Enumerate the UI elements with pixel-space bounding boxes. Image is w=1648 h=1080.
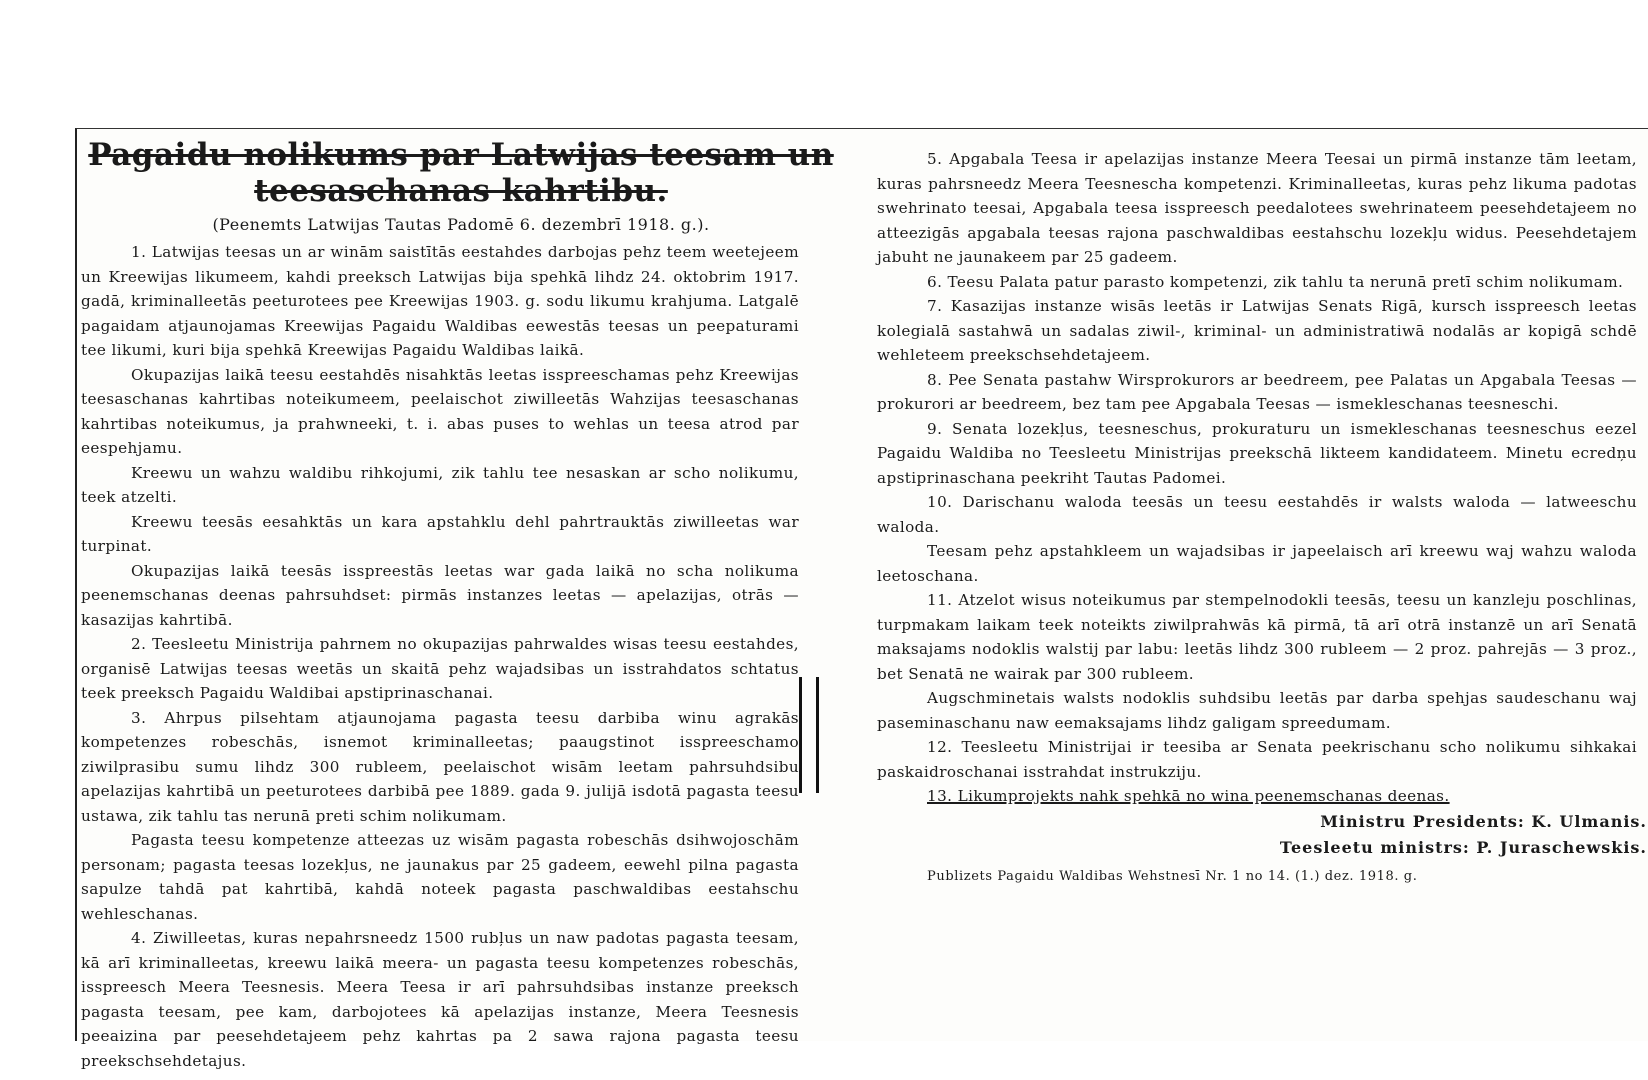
paragraph: 7. Kasazijas instanze wisās leetās ir Latwijas Senats Rigā, kursch isspreesch leetas kolegialā sastahwā un sadalas ziwil-, kriminal- un administratiwā nodalās ar kopigā schdē wehleteem preekschsehdetajeem. bbox=[877, 297, 1637, 364]
signature-justice-minister: Teesleetu ministrs: P. Juraschewskis. bbox=[1279, 837, 1647, 857]
document-title: Pagaidu nolikums par Latwijas teesam un teesaschanas kahrtibu. bbox=[88, 137, 834, 209]
paragraph: Augschminetais walsts nodoklis suhdsibu leetās par darba spehjas saudeschanu waj paseminaschanu naw eemaksajams lihdz galigam spreedumam. bbox=[877, 689, 1637, 732]
publication-note: Publizets Pagaidu Waldibas Wehstnesī Nr. 1 no 14. (1.) dez. 1918. g. bbox=[927, 868, 1418, 884]
paragraph: 11. Atzelot wisus noteikumus par stempelnodokli teesās, teesu un kanzleju poschlinas, turpmakam laikam teek noteikts ziwilprahwās kā pirmā, tā arī otrā instanzē un arī Senatā maksajams nodoklis walstij par labu: leetās lihdz 300 rubleem — 2 proz. pahrejās — 3 proz., bet Senatā ne wairak par 300 rubleem. bbox=[877, 591, 1637, 683]
adoption-note: (Peenemts Latwijas Tautas Padomē 6. dezembrī 1918. g.). bbox=[212, 215, 710, 234]
paragraph: Kreewu teesās eesahktās un kara apstahklu dehl pahrtrauktās ziwilleetas war turpinat. bbox=[81, 512, 799, 555]
paragraph: Kreewu un wahzu waldibu rihkojumi, zik tahlu tee nesaskan ar scho nolikumu, teek atzelti. bbox=[81, 463, 799, 506]
signature-prime-minister: Ministru Presidents: K. Ulmanis. bbox=[1320, 811, 1647, 831]
paragraph: Okupazijas laikā teesu eestahdēs nisahktās leetas isspreeschamas pehz Kreewijas teesaschanas kahrtibas noteikumeem, peelaischot ziwilleetās Wahzijas teesaschanas kahrtibas noteikumus, ja prahwneeki, t. i. abas puses to wehlas un teesa atrod par eespehjamu. bbox=[81, 365, 799, 457]
paragraph: 10. Darischanu waloda teesās un teesu eestahdēs ir walsts waloda — latweeschu waloda. bbox=[877, 493, 1637, 536]
top-spacer bbox=[877, 129, 1648, 147]
paragraph: 2. Teesleetu Ministrija pahrnem no okupazijas pahrwaldes wisas teesu eestahdes, organisē Latwijas teesas weetās un skaitā pehz wajadsibas un isstrahdatos schtatus teek preeksch Pagaidu Waldibai apstiprinaschanai. bbox=[81, 635, 799, 702]
paragraph: 1. Latwijas teesas un ar winām saistītās eestahdes darbojas pehz teem weetejeem un Kreewijas likumeem, kahdi preeksch Latwijas bija spehkā lihdz 24. oktobrim 1917. gadā, kriminalleetās peeturotees pee Kreewijas 1903. g. sodu likumu krahjuma. Latgalē pagaidam atjaunojamas Kreewijas Pagaidu Waldibas eewestās teesas un peepaturami tee likumi, kuri bija spehkā Kreewijas Pagaidu Waldibas laikā. bbox=[81, 243, 799, 359]
paragraph: Teesam pehz apstahkleem un wajadsibas ir japeelaisch arī kreewu waj wahzu waloda leetoschana. bbox=[877, 542, 1637, 585]
newspaper-clipping bbox=[75, 128, 1648, 1070]
paragraph: 3. Ahrpus pilsehtam atjaunojama pagasta teesu darbiba winu agrakās kompetenzes robeschās, isnemot kriminalleetas; paaugstinot isspreeschamo ziwilprasibu sumu lihdz 300 rubleem, peelaischot wisām leetam pahrsuhdsibu apelazijas kahrtibā un peeturotees darbibā pee 1889. gada 9. julijā isdotā pagasta teesu ustawa, zik tahlu tas nerunā preti schim nolikumam. bbox=[81, 708, 799, 825]
paragraph: 6. Teesu Palata patur parasto kompetenzi, zik tahlu ta nerunā pretī schim nolikumam. bbox=[927, 272, 1624, 291]
right-column bbox=[877, 129, 1648, 884]
paragraph: 13. Likumprojekts nahk spehkā no wina peenemschanas deenas. bbox=[927, 787, 1450, 805]
paragraph: 8. Pee Senata pastahw Wirsprokurors ar beedreem, pee Palatas un Apgabala Teesas — prokurori ar beedreem, bez tam pee Apgabala Teesas — ismekleschanas teesneschi. bbox=[877, 370, 1637, 413]
paragraph: 4. Ziwilleetas, kuras nepahrsneedz 1500 rubļus un naw padotas pagasta teesam, kā arī kriminalleetas, kreewu laikā meera- un pagasta teesu kompetenzes robeschās, isspreesch Meera Teesnesis. Meera Teesa ir arī pahrsuhdsibas instanze preeksch pagasta teesam, pee kam, darbojotees kā apelazijas instanze, Meera Teesnesis peeaizina par peesehdetajeem pehz kahrtas pa 2 sawa rajona pagasta teesu preekschsehdetajus. bbox=[81, 929, 799, 1070]
paragraph: 9. Senata lozekļus, teesneschus, prokuraturu un ismekleschanas teesneschus eezel Pagaidu Waldiba no Teesleetu Ministrijas preekschā likteem kandidateem. Minetu ecredņu apstiprinaschana peekriht Tautas Padomei. bbox=[877, 419, 1637, 487]
paragraph: 12. Teesleetu Ministrijai ir teesiba ar Senata peekrischanu scho nolikumu sihkakai paskaidroschanai isstrahdat instrukziju. bbox=[877, 738, 1637, 781]
paragraph: 5. Apgabala Teesa ir apelazijas instanze Meera Teesai un pirmā instanze tām leetam, kuras pahrsneedz Meera Teesnescha kompetenzi. Kriminalleetas, kuras pehz likuma padotas swehrinato teesai, Apgabala teesa isspreesch peedalotees swehrinateem peesehdetajeem no atteezigās apgabala teesas rajona paschwaldibas eestahschu lozekļu widus. Peesehdetajem jabuht ne jaunakeem par 25 gadeem. bbox=[877, 150, 1637, 266]
paragraph: Okupazijas laikā teesās isspreestās leetas war gada laikā no scha nolikuma peenemschanas deenas pahrsuhdset: pirmās instanzes leetas — apelazijas, otrās — kasazijas kahrtibā. bbox=[81, 561, 799, 629]
margin-bracket-mark bbox=[799, 677, 819, 793]
left-column bbox=[77, 129, 841, 1073]
paragraph: Pagasta teesu kompetenze atteezas uz wisām pagasta robeschās dsihwojoschām personam; pagasta teesas lozekļus, ne jaunakus par 25 gadeem, eewehl pilna pagasta sapulze tahdā pat kahrtibā, kahdā noteek pagasta paschwaldibas eestahschu wehleschanas. bbox=[81, 831, 799, 923]
